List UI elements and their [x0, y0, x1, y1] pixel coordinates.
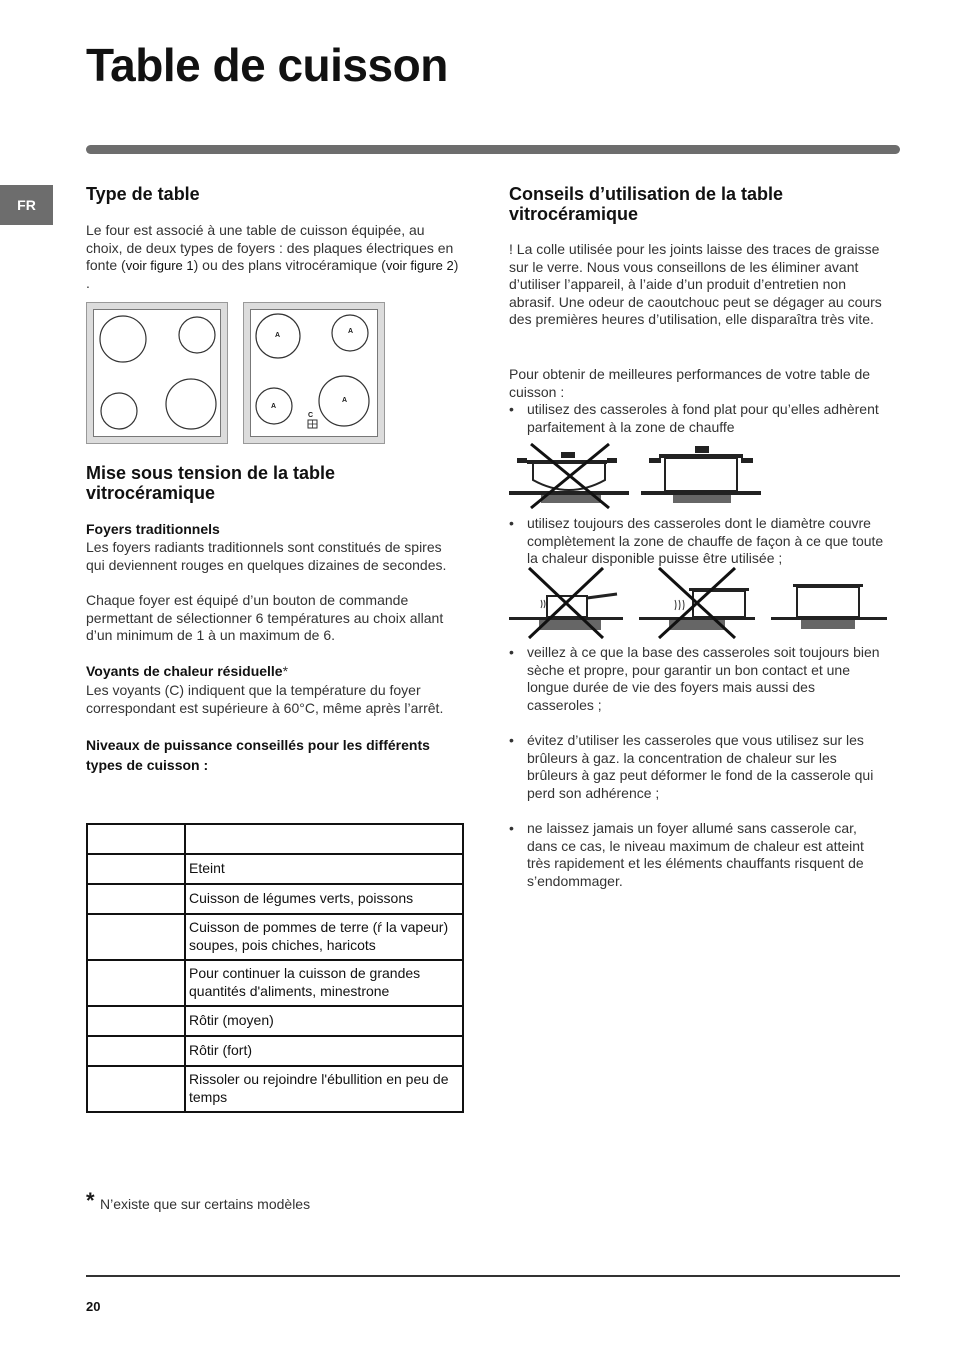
- tips-intro: Pour obtenir de meilleures performances de votre table de cuisson :: [509, 366, 871, 400]
- page-title: Table de cuisson: [86, 39, 448, 91]
- zone-label-a: A: [275, 332, 281, 339]
- residual-text: Les voyants (C) indiquent que la température du foyer correspondant est supérieure à 60°C, même après l’arrêt.: [86, 682, 444, 716]
- traditional-text-2: Chaque foyer est équipé d’un bouton de commande permettant de sélectionner 6 températures au choix allant d’un minimum de 1 à un maximum de 6.: [86, 592, 444, 644]
- tips-list-2: [509, 515, 885, 568]
- cast-iron-plates-drawing: [87, 303, 227, 443]
- zone-label-a: A: [271, 403, 277, 410]
- page-number: 20: [86, 1299, 101, 1314]
- tips-heading: Conseils d’utilisation de la table vitrocéramique: [509, 184, 784, 224]
- zone-label-a: A: [348, 328, 354, 335]
- footnote: N’existe que sur certains modèles: [100, 1196, 311, 1212]
- list-item: • ne laissez jamais un foyer allumé sans casserole car, dans ce cas, le niveau maximum de chaleur est atteint très rapidement et les éléments chauffants risquent de s’endommager.: [509, 820, 885, 890]
- figure-2-ref: voir figure 2: [385, 258, 454, 274]
- table-row: Cuisson de pommes de terre (ŕ la vapeur) soupes, pois chiches, haricots: [87, 914, 463, 960]
- table-row: Eteint: [87, 854, 463, 884]
- figure-2-ceramic-hob: [243, 302, 385, 444]
- figure-1-cast-iron-hob: [86, 302, 228, 444]
- table-row: Cuisson de légumes verts, poissons: [87, 884, 463, 914]
- table-row: Pour continuer la cuisson de grandes quantités d'aliments, minestrone: [87, 960, 463, 1006]
- footer-divider: [86, 1275, 900, 1277]
- levels-heading: Niveaux de puissance conseillés pour les différents types de cuisson :: [86, 737, 430, 773]
- table-row: [87, 824, 463, 854]
- table-row: Rôtir (fort): [87, 1036, 463, 1066]
- pan-diameter-illustration: [509, 566, 889, 641]
- tips-list-3: [509, 644, 885, 890]
- type-text: Le four est associé à une table de cuisson équipée, au choix, de deux types de foyers : des plaques électriques en fonte (voir figure 1) ou des plans vitrocéramique (voir figure 2) .: [86, 222, 459, 291]
- residual-heading-line: Voyants de chaleur résiduelle*: [86, 663, 289, 679]
- ceramic-zones-drawing: [244, 303, 384, 443]
- list-item: • utilisez toujours des casseroles dont le diamètre couvre complètement la zone de chauffe de façon à ce que toute la chaleur disponible puisse être utilisée ;: [509, 515, 885, 568]
- list-item: • veillez à ce que la base des casseroles soit toujours bien sèche et propre, pour garantir un bon contact et une longue durée de vie des foyers mais aussi des casseroles ;: [509, 644, 885, 714]
- footnote-star: *: [86, 1188, 95, 1213]
- tips-list-1: [509, 401, 885, 436]
- residual-heading: Voyants de chaleur résiduelle: [86, 663, 283, 679]
- type-heading: Type de table: [86, 184, 200, 204]
- list-item: • évitez d’utiliser les casseroles que vous utilisez sur les brûleurs à gaz. la concentration de chaleur sur les brûleurs à gaz peut déformer le fond de la casserole qui perd son adhérence ;: [509, 732, 885, 802]
- list-item: • utilisez des casseroles à fond plat pour qu’elles adhèrent parfaitement à la zone de chauffe: [509, 401, 885, 436]
- power-levels-table: [86, 823, 464, 1113]
- table-row: Rôtir (moyen): [87, 1006, 463, 1036]
- glue-warning: ! La colle utilisée pour les joints laisse des traces de graisse sur le verre. Nous vous conseillons de les éliminer avant d’utiliser l’appareil, à l’aide d’un produit d’entretien non abrasif. Une odeur de caoutchouc peut se dégager au cours des premières heures d’utilisation, elle disparaîtra très vite.: [509, 241, 882, 328]
- power-heading: Mise sous tension de la table vitrocéramique: [86, 463, 336, 503]
- table-row: Rissoler ou rejoindre l'ébullition en peu de temps: [87, 1066, 463, 1112]
- figure-1-ref: voir figure 1: [125, 258, 194, 274]
- zone-label-a: A: [342, 397, 348, 404]
- traditional-text: Les foyers radiants traditionnels sont constitués de spires qui deviennent rouges en quelques dizaines de secondes.: [86, 539, 447, 573]
- traditional-heading: Foyers traditionnels: [86, 521, 220, 537]
- title-divider: [86, 145, 900, 154]
- language-tab: FR: [0, 185, 53, 225]
- flat-bottom-pans-illustration: [509, 440, 769, 510]
- residual-heat-label-c: C: [308, 412, 314, 419]
